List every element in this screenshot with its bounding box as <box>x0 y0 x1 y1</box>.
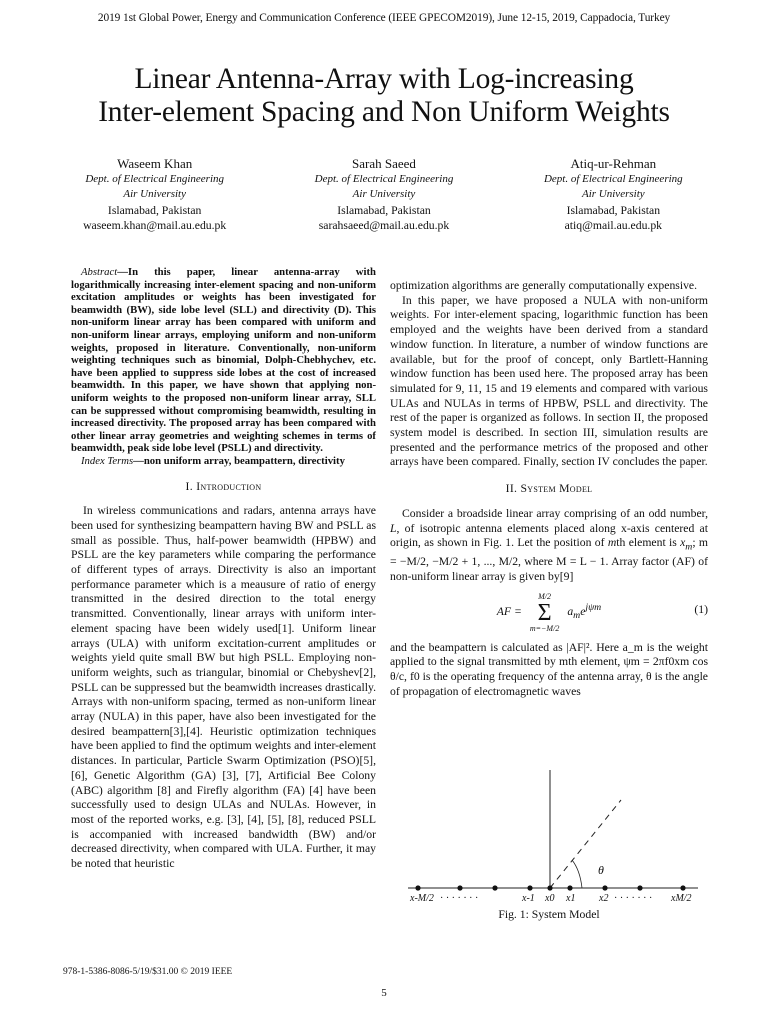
figure-caption: Fig. 1: System Model <box>498 908 600 921</box>
author-name: Sarah Saeed <box>352 156 416 171</box>
right-column <box>390 279 708 700</box>
antenna-element <box>547 885 552 890</box>
eq-a: a <box>567 605 574 619</box>
author-univ: Air University <box>123 188 186 201</box>
label-x-minus1: x-1 <box>522 893 535 904</box>
paper-title <box>40 63 728 129</box>
label-x0: x0 <box>545 893 555 904</box>
right-paragraph-1: optimization algorithms are generally computationally expensive. <box>390 279 698 292</box>
abstract-text: —In this paper, linear antenna-array with logarithmically increasing inter-element spacing and non-uniform excitation amplitudes or weights has been investigated for beamwidth (BW), side lobe level (SLL) and directivity (D). This non-uniform linear array has been compared with uniform and non-uniform linear arrays, employing uniform and non-uniform weights, proposed in literature. Conventionally, non-uniform weighting techniques such as binomial, Dolph-Chebhychev, etc. have been applied to suppress side lobes at the cost of increased beamwidth. In this paper, we have shown that applying non-uniform weights to the proposed non-uniform linear array, SLL can be suppressed without compromising beamwidth, resulting in increased directivity. The proposed array has been compared with other linear array geometries and weighting schemes in terms of beamwidth, peak side lobe level (PSLL) and directivity. <box>71 266 376 455</box>
section-title: System Model <box>520 482 593 496</box>
label-dots-left: · · · · · · · <box>440 893 479 904</box>
title-line-1: Linear Antenna-Array with Log-increasing <box>134 63 634 95</box>
abstract-label: Abstract <box>81 266 118 278</box>
section-number: I. <box>185 479 193 493</box>
propagation-direction <box>550 800 621 888</box>
page-number: 5 <box>381 987 387 999</box>
equation-1 <box>390 585 708 641</box>
author-dept: Dept. of Electrical Engineering <box>543 173 683 185</box>
equation-number: (1) <box>694 602 708 616</box>
theta-arc <box>572 860 582 888</box>
figure-system-model <box>398 770 708 930</box>
math-x: x <box>680 536 686 550</box>
author-email[interactable]: atiq@mail.au.edu.pk <box>564 219 663 233</box>
sigma-symbol: Σ <box>537 599 552 626</box>
text-run: Consider a broadside linear array comprising of an odd number, <box>402 506 708 520</box>
author-univ: Air University <box>582 188 645 201</box>
author-city: Islamabad, Pakistan <box>566 203 661 217</box>
index-terms-text: —non uniform array, beampattern, directivity <box>133 454 345 467</box>
section-title: Introduction <box>196 479 262 493</box>
right-paragraph-2: In this paper, we have proposed a NULA with non-uniform weights. For inter-element spacing, logarithmic function has been employed and the weights have been derived from a standard window function. In literature, a number of window functions are available, but for the proof of concept, only Bartlett-Hanning window function has been used here. The proposed array has been simulated for 9, 11, 15 and 19 elements and compared with various ULAs and NULAs in terms of HPBW, PSLL and directivity. The rest of the paper is organized as follows. In section II, the proposed system model is described. In section III, simulation results are presented and the performance metrics of the proposed and other arrays have been compared. Finally, section IV concludes the paper. <box>390 293 708 469</box>
label-x-right: xM/2 <box>671 893 692 904</box>
author-3 <box>499 155 728 234</box>
label-x-left: x-M/2 <box>410 893 434 904</box>
author-2 <box>269 155 498 234</box>
author-1 <box>40 155 269 234</box>
section-heading-system-model <box>390 482 708 497</box>
intro-paragraph: In wireless communications and radars, antenna arrays have been used for synthesizing beampattern having BW and PSLL as small as possible. Thus, half-power beamwidth (HPBW) and PSLL are the key parameters while comparing the performance of different types of arrays. Directivity is also an important performance parameter which is a meausure of ratio of energy transmitted in the desired direction to the total energy transmitted. Conventionally, linear arrays with uniform inter-element spacing have been widely used[1]. Uniform linear arrays (ULA) with uniform excitation-current amplitudes or weights yield quite small BW but high PSLL. Employing non-uniform weights, such as triangular, binomial or Chebyshev[2], PSLL can be suppressed but the beamwidth increases drastically. Arrays with non-uniform spacing, termed as non-uniform linear array (NULA) in this paper, have also been investigated for the desired beampattern[3],[4]. Heuristic optimization techniques have been applied to find the optimum weights and inter-element distances. In particular, Particle Swarm Optimization (PSO)[5], [6], Genetic Algorithm (GA) [3], [7], Artificial Bee Colony (ABC) algorithm [8] and Firefly algorithm (FA) [4] have been successfully used to design ULAs and NULAs. However, in most of the reported works, e.g. [3], [4], [5], [8], reduced PSLL is accompanied with increased bandwidth (BW) and/or decreased directivity, when compared with ULA. Further, it may be noted that heuristic <box>71 504 376 871</box>
index-terms-label: Index Terms <box>81 454 134 467</box>
antenna-element <box>637 885 642 890</box>
author-block <box>40 155 728 234</box>
system-model-paragraph <box>390 507 708 585</box>
eq-a-sub: m <box>573 610 581 622</box>
eq-summation <box>530 592 559 634</box>
author-dept: Dept. of Electrical Engineering <box>85 173 224 185</box>
conference-header: 2019 1st Global Power, Energy and Communication Conference (IEEE GPECOM2019), June 12-15, 2019, Cappadocia, Turkey <box>97 12 671 24</box>
eq-e: e <box>580 605 586 619</box>
antenna-element <box>567 885 572 890</box>
author-name: Waseem Khan <box>117 156 193 171</box>
copyright-footer: 978-1-5386-8086-5/19/$31.00 © 2019 IEEE <box>63 967 233 977</box>
antenna-element <box>457 885 462 890</box>
text-run: ; m = −M/2, −M/2 + 1, ..., M/2, where M = L − 1. Array factor (AF) of non-uniform linear array is given by[9] <box>390 536 708 583</box>
author-email[interactable]: sarahsaeed@mail.au.edu.pk <box>318 219 450 233</box>
eq-term <box>567 601 601 624</box>
eq-upper-limit: M/2 <box>538 591 552 601</box>
section-number: II. <box>505 482 518 496</box>
left-column <box>71 266 376 872</box>
label-x1: x1 <box>566 893 576 904</box>
eq-exp: jψm <box>585 602 602 614</box>
math-L: L <box>390 521 397 535</box>
label-dots-right: · · · · · · · <box>614 893 653 904</box>
label-x2: x2 <box>599 893 609 904</box>
abstract <box>71 266 376 455</box>
math-m: m <box>607 536 617 550</box>
text-run: th element is <box>616 536 681 550</box>
antenna-element <box>492 885 497 890</box>
text-run: , of isotropic antenna elements placed along x-axis centered at origin, as shown in Fig. 1. Let the position of <box>390 521 708 550</box>
system-model-diagram <box>398 770 708 930</box>
author-city: Islamabad, Pakistan <box>337 203 431 217</box>
title-line-2: Inter-element Spacing and Non Uniform Weights <box>98 96 670 128</box>
author-email[interactable]: waseem.khan@mail.au.edu.pk <box>83 219 227 233</box>
index-terms <box>71 455 376 468</box>
eq-lower-limit: m=−M/2 <box>529 623 560 633</box>
math-sub-m: m <box>685 541 693 553</box>
label-theta: θ <box>598 863 604 877</box>
antenna-element <box>680 885 685 890</box>
author-name: Atiq-ur-Rehman <box>570 156 657 171</box>
system-model-paragraph-2: and the beampattern is calculated as |AF|². Here a_m is the weight applied to the signal transmitted by mth element, ψm = 2πf0xm cos θ/c, f0 is the operating frequency of the antenna array, θ is the angle of propagation of electromagnetic waves <box>390 640 708 698</box>
author-dept: Dept. of Electrical Engineering <box>314 173 454 185</box>
antenna-element <box>415 885 420 890</box>
eq-lhs: AF = <box>496 605 522 619</box>
antenna-element <box>527 885 532 890</box>
author-univ: Air University <box>352 188 416 201</box>
section-heading-introduction <box>71 480 376 495</box>
author-city: Islamabad, Pakistan <box>107 203 202 217</box>
antenna-element <box>602 885 607 890</box>
